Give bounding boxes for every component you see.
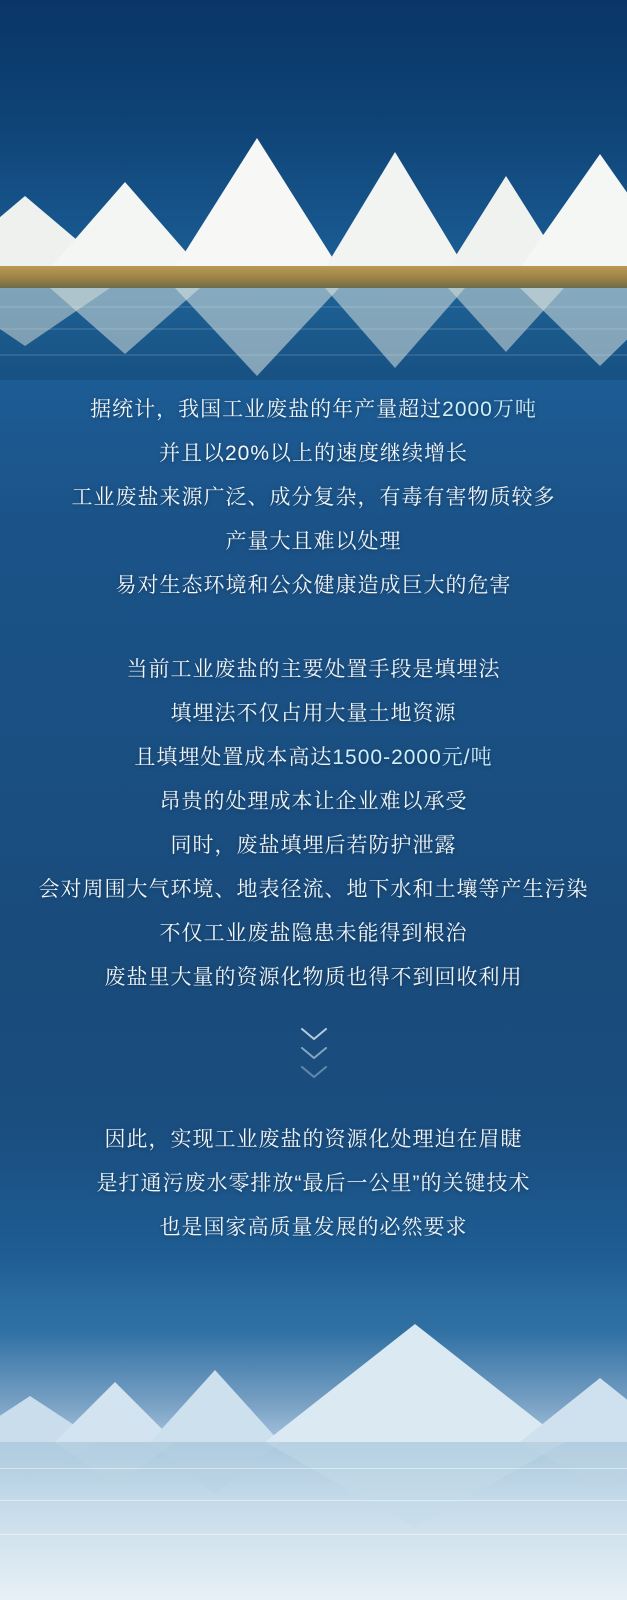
text-line: 且填埋处置成本高达1500-2000元/吨 (134, 746, 493, 769)
salt-pile (520, 1378, 627, 1442)
paragraph-landfill (0, 648, 627, 1000)
text-line: 是打通污废水零排放“最后一公里”的关键技术 (96, 1172, 531, 1195)
bottom-salt-piles-group (0, 1270, 627, 1442)
salt-pile (150, 1370, 280, 1442)
text-line: 昂贵的处理成本让企业难以承受 (159, 790, 468, 813)
bottom-reflection-group (0, 1442, 627, 1562)
text-line: 因此，实现工业废盐的资源化处理迫在眉睫 (104, 1128, 523, 1151)
text-line: 也是国家高质量发展的必然要求 (159, 1216, 468, 1239)
bottom-scene-image (0, 1270, 627, 1600)
text-line: 易对生态环境和公众健康造成巨大的危害 (115, 574, 512, 597)
text-line: 并且以20%以上的速度继续增长 (158, 442, 469, 465)
highlight-annual-output: 2000万吨 (442, 398, 537, 421)
salt-pile-reflection (520, 1442, 627, 1488)
text-line: 当前工业废盐的主要处置手段是填埋法 (126, 658, 501, 681)
text-line: 会对周围大气环境、地表径流、地下水和土壤等产生污染 (38, 878, 589, 901)
paragraph-problem (0, 388, 627, 608)
chevron-down-icon (301, 1028, 327, 1041)
highlight-landfill-cost: 1500-2000元/吨 (332, 746, 493, 769)
text-line: 同时，废盐填埋后若防护泄露 (170, 834, 457, 857)
text-line: 工业废盐来源广泛、成分复杂，有毒有害物质较多 (71, 486, 556, 509)
text-line: 填埋法不仅占用大量土地资源 (170, 702, 457, 725)
text-line: 产量大且难以处理 (225, 530, 402, 553)
chevron-down-icon (301, 1047, 327, 1060)
text-line: 不仅工业废盐隐患未能得到根治 (159, 922, 468, 945)
text-line: 据统计，我国工业废盐的年产量超过2000万吨 (90, 398, 537, 421)
chevron-divider (0, 1028, 627, 1085)
paragraph-conclusion (0, 1118, 627, 1250)
chevron-down-icon (301, 1066, 327, 1079)
text-line: 废盐里大量的资源化物质也得不到回收利用 (104, 966, 523, 989)
